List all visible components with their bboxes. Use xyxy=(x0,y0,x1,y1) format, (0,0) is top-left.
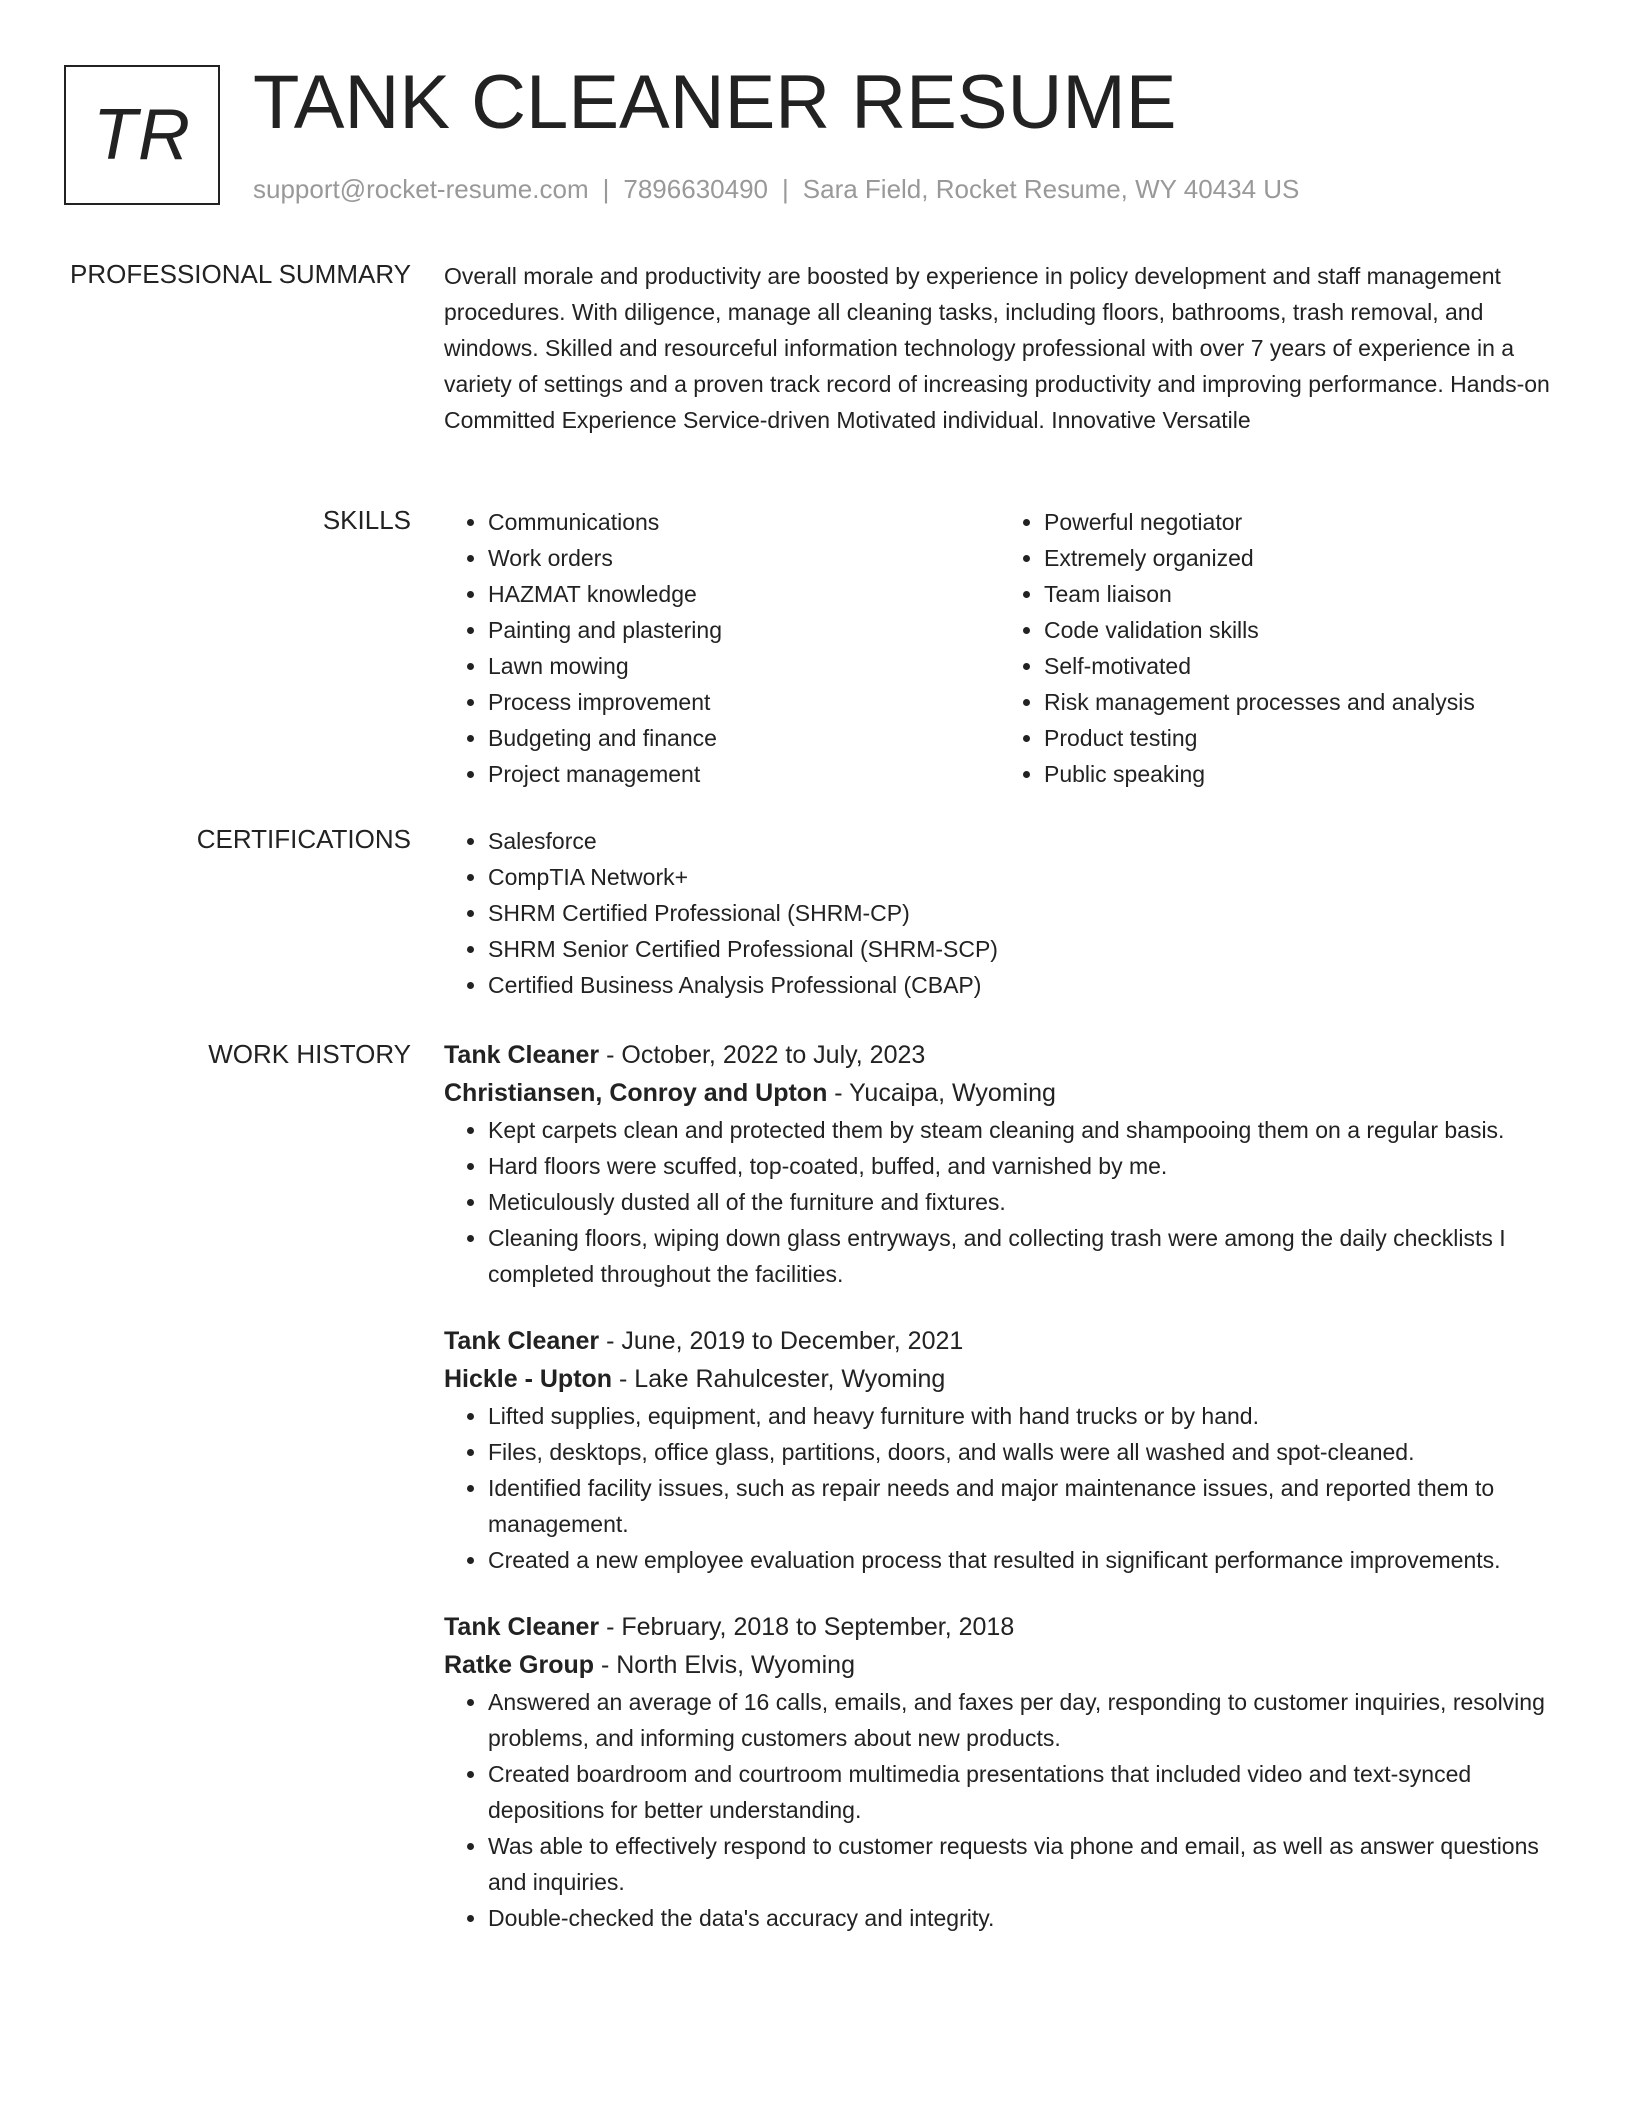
job-duty-item: • Double-checked the data's accuracy and integrity. xyxy=(488,1900,1556,1936)
skill-item: • HAZMAT knowledge xyxy=(488,576,1000,612)
skills-list-right xyxy=(1000,504,1556,792)
job-duty-item: • Hard floors were scuffed, top-coated, buffed, and varnished by me. xyxy=(488,1148,1556,1184)
job-company-line xyxy=(444,1646,1556,1684)
certifications-label: CERTIFICATIONS xyxy=(196,824,411,854)
contact-email[interactable]: support@rocket-resume.com xyxy=(253,174,589,204)
job-entry xyxy=(444,1608,1556,1936)
job-duties-list xyxy=(444,1398,1556,1578)
contact-separator: | xyxy=(782,174,789,204)
certification-item: • CompTIA Network+ xyxy=(488,859,1556,895)
certification-item: • Salesforce xyxy=(488,823,1556,859)
job-title-line xyxy=(444,1608,1556,1646)
work-history-label: WORK HISTORY xyxy=(208,1039,411,1069)
work-history-body xyxy=(444,1036,1556,1966)
contact-line xyxy=(253,174,1299,205)
certifications-list xyxy=(444,823,1556,1003)
contact-address: Sara Field, Rocket Resume, WY 40434 US xyxy=(802,174,1300,204)
skill-item: • Project management xyxy=(488,756,1000,792)
monogram-text: TR xyxy=(93,95,191,175)
monogram-logo xyxy=(64,65,220,205)
skills-list-left xyxy=(444,504,1000,792)
skill-item: • Process improvement xyxy=(488,684,1000,720)
job-duty-item: • Created boardroom and courtroom multimedia presentations that included video and text-synced depositions for better understanding. xyxy=(488,1756,1556,1828)
job-title-line xyxy=(444,1322,1556,1360)
skill-item: • Work orders xyxy=(488,540,1000,576)
job-title-line xyxy=(444,1036,1556,1074)
skills-body xyxy=(444,504,1556,792)
skill-item: • Powerful negotiator xyxy=(1044,504,1556,540)
skill-item: • Risk management processes and analysis xyxy=(1044,684,1556,720)
certification-item: • Certified Business Analysis Professional (CBAP) xyxy=(488,967,1556,1003)
summary-label: PROFESSIONAL SUMMARY xyxy=(70,259,411,289)
skill-item: • Budgeting and finance xyxy=(488,720,1000,756)
contact-phone[interactable]: 7896630490 xyxy=(623,174,768,204)
skill-item: • Self-motivated xyxy=(1044,648,1556,684)
job-duty-item: • Was able to effectively respond to customer requests via phone and email, as well as answer questions and inquiries. xyxy=(488,1828,1556,1900)
job-duty-item: • Files, desktops, office glass, partitions, doors, and walls were all washed and spot-cleaned. xyxy=(488,1434,1556,1470)
certification-item: • SHRM Senior Certified Professional (SHRM-SCP) xyxy=(488,931,1556,967)
skill-item: • Communications xyxy=(488,504,1000,540)
job-duties-list xyxy=(444,1112,1556,1292)
skill-item: • Extremely organized xyxy=(1044,540,1556,576)
job-title: Tank Cleaner xyxy=(444,1613,600,1641)
job-duty-item: • Meticulously dusted all of the furniture and fixtures. xyxy=(488,1184,1556,1220)
skill-item: • Public speaking xyxy=(1044,756,1556,792)
job-duties-list xyxy=(444,1684,1556,1936)
skill-item: • Team liaison xyxy=(1044,576,1556,612)
job-dates: - October, 2022 to July, 2023 xyxy=(599,1041,926,1069)
job-dates: - February, 2018 to September, 2018 xyxy=(599,1613,1015,1641)
job-company: Hickle - Upton xyxy=(444,1365,613,1393)
job-company-line xyxy=(444,1074,1556,1112)
skills-label: SKILLS xyxy=(322,505,411,535)
job-location: - North Elvis, Wyoming xyxy=(594,1651,855,1679)
certification-item: • SHRM Certified Professional (SHRM-CP) xyxy=(488,895,1556,931)
skill-item: • Product testing xyxy=(1044,720,1556,756)
skill-item: • Code validation skills xyxy=(1044,612,1556,648)
job-location: - Yucaipa, Wyoming xyxy=(827,1079,1056,1107)
job-duty-item: • Kept carpets clean and protected them by steam cleaning and shampooing them on a regular basis. xyxy=(488,1112,1556,1148)
job-duty-item: • Created a new employee evaluation process that resulted in significant performance improvements. xyxy=(488,1542,1556,1578)
job-entry xyxy=(444,1322,1556,1578)
resume-title: TANK CLEANER RESUME xyxy=(253,60,1177,145)
job-company: Christiansen, Conroy and Upton xyxy=(444,1079,828,1107)
certifications-body xyxy=(444,823,1556,1003)
skill-item: • Lawn mowing xyxy=(488,648,1000,684)
job-location: - Lake Rahulcester, Wyoming xyxy=(612,1365,946,1393)
summary-text: Overall morale and productivity are boosted by experience in policy development and staff management procedures. With diligence, manage all cleaning tasks, including floors, bathrooms, trash removal, and windows. Skilled and resourceful information technology professional with over 7 years of experience in a variety of settings and a proven track record of increasing productivity and improving performance. Hands-on Committed Experience Service-driven Motivated individual. Innovative Versatile xyxy=(444,263,1550,433)
skills-column-left xyxy=(444,504,1000,792)
job-dates: - June, 2019 to December, 2021 xyxy=(599,1327,964,1355)
summary-body xyxy=(444,258,1556,438)
skill-item: • Painting and plastering xyxy=(488,612,1000,648)
job-title: Tank Cleaner xyxy=(444,1327,600,1355)
job-duty-item: • Identified facility issues, such as repair needs and major maintenance issues, and reported them to management. xyxy=(488,1470,1556,1542)
job-title: Tank Cleaner xyxy=(444,1041,600,1069)
contact-separator: | xyxy=(602,174,610,204)
job-duty-item: • Answered an average of 16 calls, emails, and faxes per day, responding to customer inquiries, resolving problems, and informing customers about new products. xyxy=(488,1684,1556,1756)
job-company: Ratke Group xyxy=(444,1651,595,1679)
job-duty-item: • Cleaning floors, wiping down glass entryways, and collecting trash were among the daily checklists I completed throughout the facilities. xyxy=(488,1220,1556,1292)
skills-column-right xyxy=(1000,504,1556,792)
job-entry xyxy=(444,1036,1556,1292)
job-duty-item: • Lifted supplies, equipment, and heavy furniture with hand trucks or by hand. xyxy=(488,1398,1556,1434)
job-company-line xyxy=(444,1360,1556,1398)
